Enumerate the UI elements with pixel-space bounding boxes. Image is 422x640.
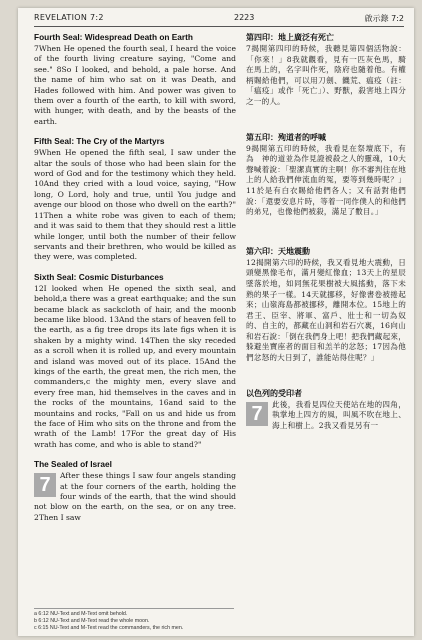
bible-page — [18, 8, 414, 636]
section-sixth-seal — [34, 272, 236, 451]
section-title: 第五印：殉道者的呼喊 — [246, 132, 326, 142]
section-text: After these things I saw four angels standing at the four corners of the earth, holding the four winds of the earth, that the wind should not blow on the earth, on the sea, or on any tree. 2Then I saw — [34, 471, 236, 522]
section-fourth-seal — [34, 32, 236, 127]
running-header — [34, 12, 404, 27]
footnote: c 6:15 NU-Text and M-Text read the commanders, the rich men. — [34, 625, 184, 631]
chapter-number: 7 — [34, 473, 56, 497]
section-title: Sixth Seal: Cosmic Disturbances — [34, 271, 164, 282]
section-text: 7揭開第四印的時候，我聽見第四個活物說：「你來！」8我就觀看，見有一匹灰色馬，騎在馬上的，名字叫作死，陰府也隨着他。有權柄賜給他們，可以用刀劍、饑荒、瘟疫（註：「瘟疫」或作「死亡」）、野獸，殺害地上四分之一的人。 — [246, 44, 406, 106]
english-column — [34, 32, 236, 523]
section-title: 以色列的受印者 — [246, 388, 302, 398]
section-fifth-seal — [34, 136, 236, 262]
section-text: 12I looked when He opened the sixth seal, and behold,a there was a great earthquake; and the sun became black as sackcloth of hair, and the moonb became like blood. 13And the stars of heaven fell to the earth, as a fig tree drops its late figs when it is shaken by a mighty wind. 14Then the sky receded as a scroll when it is rolled up, and every mountain and island was moved out of its place. 15And the kings of the earth, the great men, the rich men, the commanders,c the mighty men, every slave and every free man, hid themselves in the caves and in the rocks of the mountains, 16and said to the mountains and rocks, "Fall on us and hide us from the face of Him who sits on the throne and from the wrath of the Lamb! 17For the great day of His wrath has come, and who is able to stand?" — [34, 283, 236, 449]
section-fifth-seal-zh — [246, 132, 406, 218]
section-sixth-seal-zh — [246, 246, 406, 364]
section-text: 7When He opened the fourth seal, I heard the voice of the fourth living creature saying, "Come and see." 8So I looked, and behold, a pale horse. And the name of him who sat on it was Death, and Hades followed with him. And power was given to them over a fourth of the earth, to kill with sword, with hunger, with death, and by the beasts of the earth. — [34, 44, 236, 126]
section-fourth-seal-zh — [246, 32, 406, 108]
section-title: Fifth Seal: The Cry of the Martyrs — [34, 136, 165, 147]
section-text: 此後，我看見四位天使站在地的四角，執掌地上四方的風，叫風不吹在地上、海上和樹上。2我又看見另有一 — [272, 399, 406, 430]
section-title: The Sealed of Israel — [34, 459, 112, 470]
header-book-right: 啟示錄 7:2 — [364, 14, 404, 23]
section-text: 12揭開第六印的時候，我又看見地大震動，日頭變黑像毛布，滿月變紅像血；13天上的星辰墜落於地，如同無花果樹被大風搖動，落下未熟的果子一樣。14天就挪移，好像書卷被捲起來；山嶺海島都被挪移，離開本位。15地上的君王、臣宰、將軍、富戶、壯士和一切為奴的、自主的，都藏在山洞和岩石穴裏，16向山和岩石說：「倒在我們身上吧！把我們藏起來，躲避坐寶座者的面目和羔羊的忿怒；17因為他們忿怒的大日到了，誰能站得住呢？」 — [246, 257, 406, 363]
chinese-column — [246, 32, 406, 431]
footnotes — [34, 608, 234, 632]
chapter-number: 7 — [246, 402, 268, 426]
header-book-left: REVELATION 7:2 — [34, 13, 104, 22]
footnote: b 6:12 NU-Text and M-Text read the whole moon. — [34, 618, 150, 624]
section-title: 第六印：天地震動 — [246, 246, 310, 256]
section-title: Fourth Seal: Widespread Death on Earth — [34, 32, 193, 42]
page-number: 2223 — [234, 13, 255, 22]
section-text: 9揭開第五印的時候，我看見在祭壇底下，有為 神的道並為作見證被殺之人的靈魂，10大聲喊着說：「聖潔真實的主啊！你不審判住在地上的人給我們伸流血的冤，要等到幾時呢？」11於是有白衣賜給他們各人；又有話對他們說：「還要安息片時，等着一同作僕人的和他們的弟兄，也像他們被殺，滿足了數目。」 — [246, 143, 406, 217]
section-title: 第四印：地上廣泛有死亡 — [246, 33, 334, 42]
section-sealed-israel — [34, 459, 236, 523]
section-sealed-israel-zh — [246, 388, 406, 432]
footnote: a 6:12 NU-Text and M-Text omit behold. — [34, 611, 128, 617]
section-text: 9When He opened the fifth seal, I saw under the altar the souls of those who had been slain for the word of God and for the testimony which they held. 10And they cried with a loud voice, saying, "How long, O Lord, holy and true, until You judge and avenge our blood on those who dwell on the earth?" 11Then a white robe was given to each of them; and it was said to them that they should rest a little while longer, until both the number of their fellow servants and their brethren, who would be killed as they were, was completed. — [34, 148, 236, 262]
